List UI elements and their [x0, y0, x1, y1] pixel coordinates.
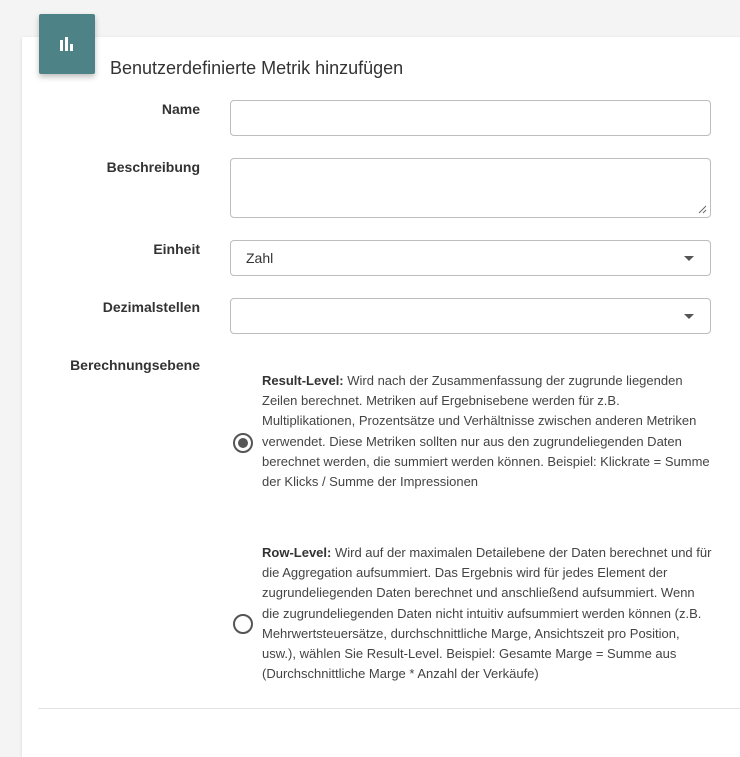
description-label: Beschreibung: [106, 159, 200, 175]
unit-label: Einheit: [153, 241, 200, 257]
bar-chart-icon: [59, 37, 75, 51]
resize-handle-icon[interactable]: [698, 205, 707, 214]
result-level-text: [262, 371, 714, 492]
row-level-description: Wird auf der maximalen Detailebene der Daten berechnet und für die Aggregation aufsummiert. Das Ergebnis wird für jedes Element der zugrundeliegenden Daten berechnet und anschließend aufsummiert. Wenn die zugrundeliegenden Daten nicht intuitiv aufsummiert werden können (z.B. Mehrwertsteuersätze, durchschnittliche Marge, Ansichtszeit pro Position, usw.), wählen Sie Result-Level. Beispiel: Gesamte Marge = Summe aus (Durchschnittliche Marge * Anzahl der Verkäufe): [262, 545, 712, 682]
decimals-label: Dezimalstellen: [102, 299, 200, 315]
name-field[interactable]: [230, 100, 711, 136]
result-level-description: Wird nach der Zusammenfassung der zugrunde liegenden Zeilen berechnet. Metriken auf Ergebnisebene werden für z.B. Multiplikationen, Prozentsätze und Verhältnisse zwischen anderen Metriken verwendet. Diese Metriken sollten nur aus den zugrundeliegenden Daten berechnet werden, die summiert werden können. Beispiel: Klickrate = Summe der Klicks / Summe der Impressionen: [262, 373, 710, 490]
row-level-radio[interactable]: [233, 614, 253, 634]
row-level-title: Row-Level:: [262, 545, 332, 560]
row-level-text: [262, 543, 714, 684]
decimals-select[interactable]: [230, 298, 711, 334]
unit-select[interactable]: [230, 240, 711, 276]
result-level-radio[interactable]: [233, 433, 253, 453]
name-label: Name: [161, 101, 200, 117]
chevron-down-icon: [684, 314, 694, 319]
chevron-down-icon: [684, 256, 694, 261]
result-level-title: Result-Level:: [262, 373, 344, 388]
footer-divider: [38, 708, 740, 709]
description-textarea[interactable]: [230, 158, 711, 218]
calc-level-label: Berechnungsebene: [70, 357, 200, 373]
card-header-icon: [39, 14, 95, 74]
unit-selected-value: Zahl: [246, 250, 274, 266]
page-title: Benutzerdefinierte Metrik hinzufügen: [110, 58, 404, 78]
